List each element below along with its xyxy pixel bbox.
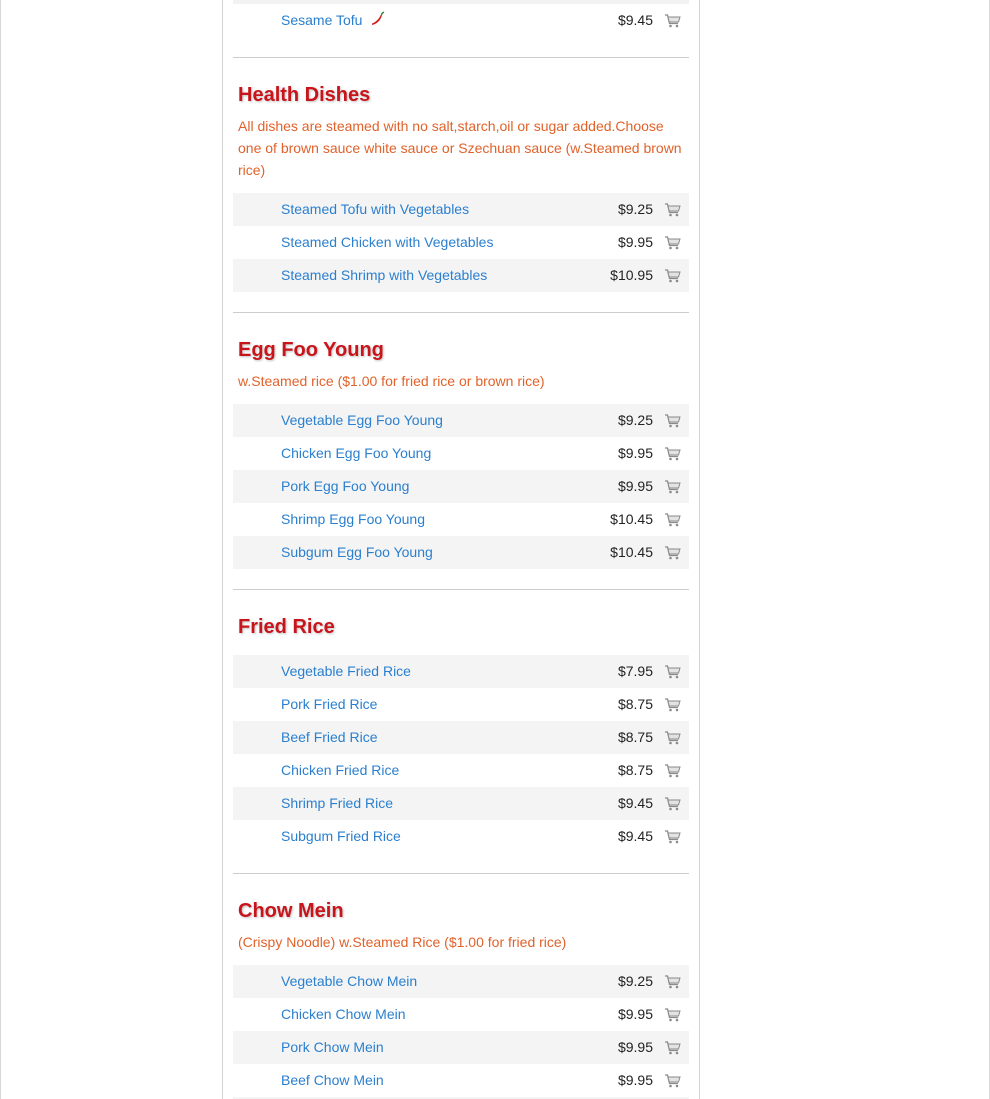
menu-item-price: $9.25 <box>617 201 653 217</box>
menu-item-name[interactable]: Subgum Egg Foo Young <box>281 544 433 560</box>
menu-item-row <box>233 437 689 470</box>
menu-item-name[interactable]: Pork Egg Foo Young <box>281 478 410 494</box>
menu-item-price: $8.75 <box>617 762 653 778</box>
add-to-cart-icon[interactable] <box>664 480 681 494</box>
add-to-cart-icon[interactable] <box>664 414 681 428</box>
section-description: w.Steamed rice ($1.00 for fried rice or brown rice) <box>238 373 545 389</box>
menu-item-price: $7.95 <box>617 663 653 679</box>
add-to-cart-icon[interactable] <box>664 269 681 283</box>
menu-item-row <box>233 1064 689 1097</box>
section-divider <box>233 873 689 874</box>
add-to-cart-icon[interactable] <box>664 1008 681 1022</box>
menu-item-row <box>233 754 689 787</box>
menu-item-name[interactable]: Sesame Tofu <box>281 12 363 28</box>
menu-item-price: $9.45 <box>617 828 653 844</box>
menu-item-row <box>233 503 689 536</box>
menu-item-name[interactable]: Subgum Fried Rice <box>281 828 401 844</box>
menu-item-price: $9.95 <box>617 478 653 494</box>
menu-item-price: $9.95 <box>617 445 653 461</box>
menu-item-price: $9.45 <box>617 795 653 811</box>
add-to-cart-icon[interactable] <box>664 14 681 28</box>
menu-item-name[interactable]: Beef Fried Rice <box>281 729 378 745</box>
add-to-cart-icon[interactable] <box>664 447 681 461</box>
add-to-cart-icon[interactable] <box>664 513 681 527</box>
add-to-cart-icon[interactable] <box>664 975 681 989</box>
section-divider <box>233 312 689 313</box>
menu-item-row <box>233 259 689 292</box>
add-to-cart-icon[interactable] <box>664 698 681 712</box>
add-to-cart-icon[interactable] <box>664 203 681 217</box>
add-to-cart-icon[interactable] <box>664 764 681 778</box>
menu-item-price: $8.75 <box>617 729 653 745</box>
add-to-cart-icon[interactable] <box>664 546 681 560</box>
menu-item-price: $9.25 <box>617 973 653 989</box>
section-description: (Crispy Noodle) w.Steamed Rice ($1.00 for fried rice) <box>238 934 567 950</box>
add-to-cart-icon[interactable] <box>664 797 681 811</box>
menu-item-price: $9.95 <box>617 1006 653 1022</box>
section-title: Health Dishes <box>238 84 371 106</box>
menu-item-price: $8.75 <box>617 696 653 712</box>
menu-item-row <box>233 536 689 569</box>
chili-pepper-icon <box>369 11 385 27</box>
menu-item-price: $9.95 <box>617 1072 653 1088</box>
menu-item-price: $10.95 <box>610 267 653 283</box>
menu-item-row <box>233 820 689 853</box>
section-title: Egg Foo Young <box>238 339 384 361</box>
menu-item-name[interactable]: Vegetable Egg Foo Young <box>281 412 443 428</box>
section-description: All dishes are steamed with no salt,starch,oil or sugar added.Choose one of brown sauce white sauce or Szechuan sauce (w.Steamed brown rice) <box>238 118 682 178</box>
menu-item-price: $9.95 <box>617 1039 653 1055</box>
menu-item-name[interactable]: Pork Fried Rice <box>281 696 378 712</box>
menu-item-row <box>233 470 689 503</box>
menu-item-name[interactable]: Steamed Shrimp with Vegetables <box>281 267 488 283</box>
menu-item-row <box>233 655 689 688</box>
add-to-cart-icon[interactable] <box>664 830 681 844</box>
section-title: Fried Rice <box>238 616 335 638</box>
add-to-cart-icon[interactable] <box>664 731 681 745</box>
menu-item-row <box>233 965 689 998</box>
menu-item-row <box>233 193 689 226</box>
menu-item-name[interactable]: Vegetable Fried Rice <box>281 663 411 679</box>
menu-item-price: $9.25 <box>617 412 653 428</box>
menu-item-price: $10.45 <box>610 511 653 527</box>
menu-item-name[interactable]: Steamed Tofu with Vegetables <box>281 201 470 217</box>
menu-item-name[interactable]: Beef Chow Mein <box>281 1072 384 1088</box>
add-to-cart-icon[interactable] <box>664 1074 681 1088</box>
menu-item-name[interactable]: Vegetable Chow Mein <box>281 973 418 989</box>
menu-item-row <box>233 998 689 1031</box>
menu-item-name[interactable]: Shrimp Fried Rice <box>281 795 394 811</box>
menu-item-row <box>233 688 689 721</box>
menu-item-row <box>233 1031 689 1064</box>
menu-item-name[interactable]: Chicken Egg Foo Young <box>281 445 432 461</box>
menu-item-row <box>233 787 689 820</box>
add-to-cart-icon[interactable] <box>664 236 681 250</box>
menu-item-name[interactable]: Shrimp Egg Foo Young <box>281 511 425 527</box>
menu-item-name[interactable]: Chicken Fried Rice <box>281 762 400 778</box>
section-divider <box>233 589 689 590</box>
menu-item-price: $9.95 <box>617 234 653 250</box>
menu-item-row <box>233 4 689 37</box>
menu-item-price: $10.45 <box>610 544 653 560</box>
menu-item-row <box>233 404 689 437</box>
menu-item-name[interactable]: Pork Chow Mein <box>281 1039 384 1055</box>
menu-item-name[interactable]: Chicken Chow Mein <box>281 1006 406 1022</box>
section-divider <box>233 57 689 58</box>
menu-item-row <box>233 721 689 754</box>
section-title: Chow Mein <box>238 900 344 922</box>
add-to-cart-icon[interactable] <box>664 1041 681 1055</box>
menu-item-row <box>233 226 689 259</box>
menu-item-name[interactable]: Steamed Chicken with Vegetables <box>281 234 494 250</box>
add-to-cart-icon[interactable] <box>664 665 681 679</box>
menu-item-price: $9.45 <box>617 12 653 28</box>
